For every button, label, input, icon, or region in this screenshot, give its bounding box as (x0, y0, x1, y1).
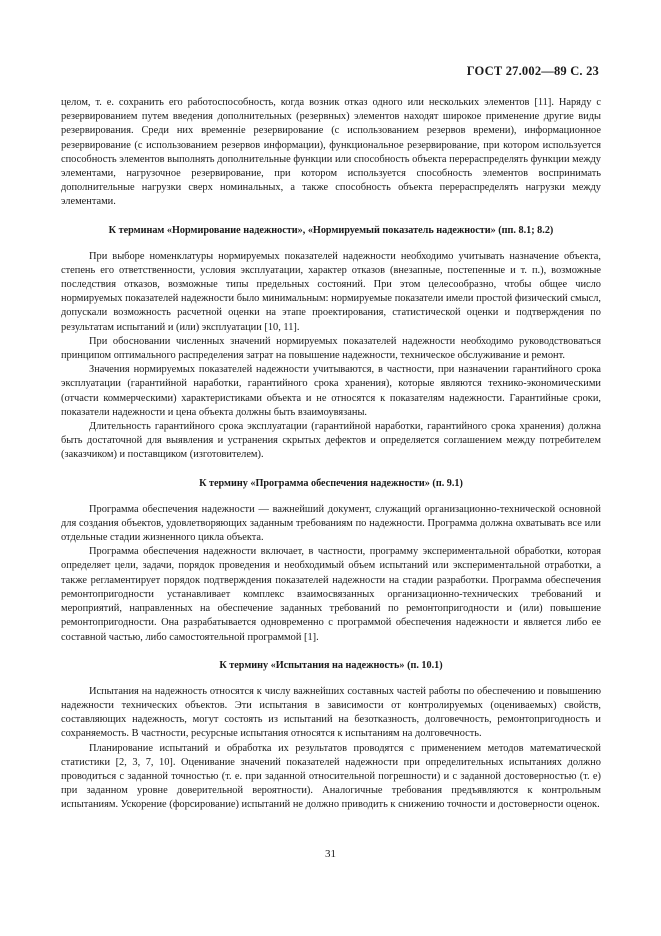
paragraph: Длительность гарантийного срока эксплуатации (гарантийной наработки, гарантийного срока хранения) должна быть достаточной для выявления и устранения скрытых дефектов и определяется соглашением между потребителем (заказчиком) и поставщиком (изготовителем). (61, 421, 601, 461)
paragraph: Программа обеспечения надежности включает, в частности, программу экспериментальной обработки, которая определяет цели, задачи, порядок проведения и необходимый объем испытаний или экспериментальной отработки, а также регламентирует порядок подтверждения показателей надежности на стадии разработки. Программа обеспечения ремонтопригодности устанавливает комплекс взаимосвязанных организационно-технических требований и мероприятий, направленных на обеспечение заданных требований по ремонтопригодности и (или) повышение ремонтопригодности. Она разрабатывается одновременно с программой обеспечения надежности и является либо ее составной частью, либо самостоятельной программой [1]. (61, 546, 601, 643)
paragraph: При выборе номенклатуры нормируемых показателей надежности необходимо учитывать назначение объекта, степень его ответственности, условия эксплуатации, характер отказов (внезапные, постепенные и т. п.), возможные последствия отказов, возможные типы предельных состояний. При этом целесообразно, чтобы общее число нормируемых показателей надежности было минимальным: нормируемые показатели имели простой физический смысл, допускали возможность расчетной оценки на этапе проектирования, статистической оценки и подтверждения по результатам испытаний и (или) эксплуатации [10, 11]. (61, 250, 601, 333)
paragraph: Планирование испытаний и обработка их результатов проводятся с применением методов математической статистики [2, 3, 7, 10]. Оценивание значений показателей надежности при определительных испытаниях должно проводиться с заданной точностью (т. е. при заданной относительной погрешности) и с заданной достоверностью (т. е) при заданном уровне доверительной вероятности). Аналогичные требования предъявляются к контрольным испытаниям. Ускорение (форсирование) испытаний не должно приводить к снижению точности и достоверности оценок. (61, 742, 601, 811)
paragraph: При обосновании численных значений нормируемых показателей надежности необходимо руководствоваться принципом оптимального распределения затрат на повышение надежности, техническое обслуживание и ремонт. (61, 335, 601, 362)
paragraph: целом, т. е. сохранить его работоспособность, когда возник отказ одного или нескольких элементов [11]. Наряду с резервированием путем введения дополнительных (резервных) элементов находят широкое применение другие виды резервирования. Среди них временнie резервирование (с использованием резервов времени), информационное резервирование (с использованием резервов информации), функциональное резервирование, при котором используется способность элементов выполнять дополнительные функции или способность объекта перераспределять функции между элементами, нагрузочное резервирование, при котором используется способность элементов воспринимать дополнительные нагрузки сверх номинальных, а также способность объекта перераспределять нагрузки между элементами. (61, 97, 601, 208)
page-number: 31 (325, 848, 336, 860)
paragraph: Программа обеспечения надежности — важнейший документ, служащий организационно-технической основной для создания объектов, удовлетворяющих заданным требованиям по надежности. Программа должна охватывать все или отдельные стадии жизненного цикла объекта. (61, 503, 601, 544)
section-heading: К терминам «Нормирование надежности», «Нормируемый показатель надежности» (пп. 8.1; 8.2) (108, 224, 554, 236)
paragraph: Испытания на надежность относятся к числу важнейших составных частей работы по обеспечению и повышению надежности технических объектов. Эти испытания в зависимости от контролируемых (оцениваемых) свойств, составляющих надежность, могут состоять из испытаний на безотказность, долговечность, ремонтопригодность и сохраняемость. В частности, ресурсные испытания относятся к испытаниям на долговечность. (61, 685, 601, 740)
section-heading: К термину «Испытания на надежность» (п. 10.1) (219, 659, 443, 671)
document-header: ГОСТ 27.002—89 С. 23 (466, 64, 599, 78)
section-heading: К термину «Программа обеспечения надежности» (п. 9.1) (199, 477, 463, 489)
paragraph: Значения нормируемых показателей надежности учитываются, в частности, при назначении гарантийного срока эксплуатации (гарантийной наработки, гарантийного срока хранения), которые являются технико-экономическими (отчасти коммерческими) характеристиками объекта и не относятся к показателям надежности. Гарантийные сроки, показатели надежности и цена объекта должны быть взаимоувязаны. (61, 364, 601, 418)
document-body (61, 96, 601, 813)
